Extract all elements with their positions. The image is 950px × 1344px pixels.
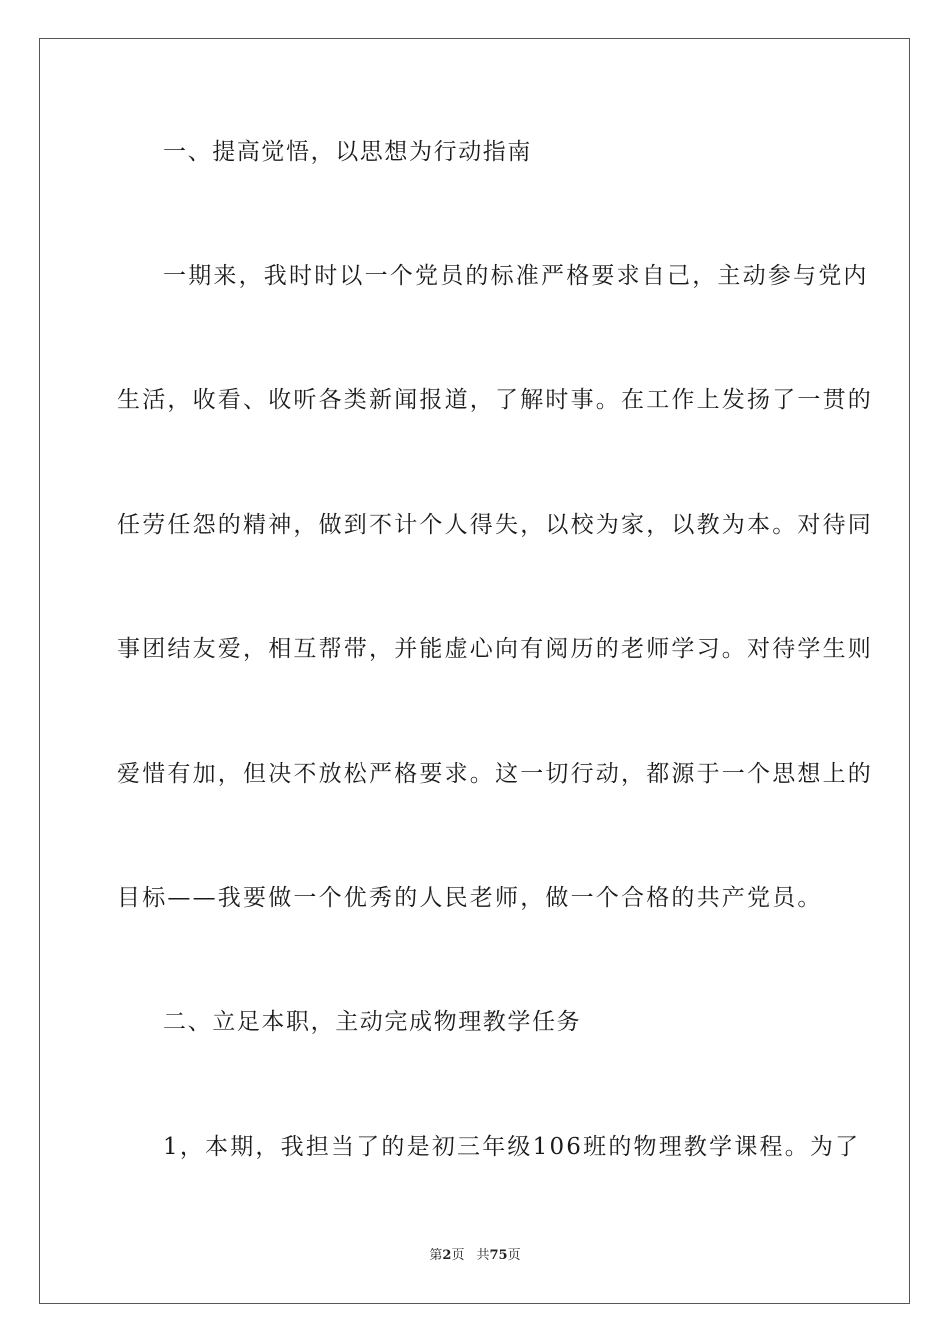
- page-suffix: 页: [451, 1248, 465, 1263]
- page-frame: [39, 38, 910, 1304]
- section-heading-1: 一、提高觉悟，以思想为行动指南: [163, 139, 532, 165]
- total-prefix: 共: [476, 1248, 490, 1263]
- paragraph-line-4: 事团结友爱，相互帮带，并能虚心向有阅历的老师学习。对待学生则: [117, 636, 873, 662]
- page-footer: [0, 1247, 950, 1265]
- paragraph-line-1: 一期来，我时时以一个党员的标准严格要求自己，主动参与党内: [163, 263, 869, 289]
- paragraph-line-6: 目标——我要做一个优秀的人民老师，做一个合格的共产党员。: [117, 885, 823, 911]
- total-pages: 75: [489, 1248, 508, 1263]
- total-suffix: 页: [507, 1248, 521, 1263]
- section-heading-2: 二、立足本职，主动完成物理教学任务: [163, 1009, 582, 1035]
- page-number: 2: [442, 1248, 452, 1263]
- paragraph-line-3: 任劳任怨的精神，做到不计个人得失，以校为家，以教为本。对待同: [117, 512, 873, 538]
- paragraph-line-2: 生活，收看、收听各类新闻报道，了解时事。在工作上发扬了一贯的: [117, 387, 873, 413]
- paragraph-line-5: 爱惜有加，但决不放松严格要求。这一切行动，都源于一个思想上的: [117, 761, 873, 787]
- paragraph-line-7: 1，本期，我担当了的是初三年级106班的物理教学课程。为了: [163, 1134, 861, 1160]
- page-prefix: 第: [429, 1248, 443, 1263]
